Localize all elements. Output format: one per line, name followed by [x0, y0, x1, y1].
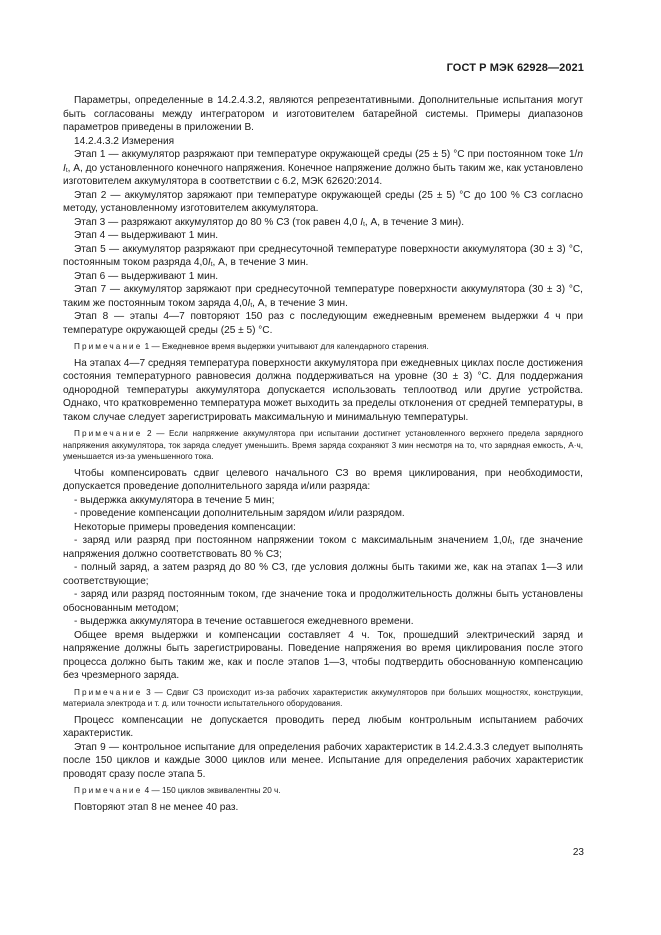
step-6: Этап 6 — выдерживают 1 мин. — [74, 270, 219, 282]
example-item: - заряд или разряд постоянным током, где значение тока и продолжительность должны быть установлены обоснованным методом; — [63, 589, 583, 614]
document-id: ГОСТ Р МЭК 62928—2021 — [446, 62, 584, 74]
step-3: Этап 3 — разряжают аккумулятор до 80 % СЗ (ток равен 4,0 $I_t$, А, в течение 3 мин). — [74, 216, 465, 228]
example-item: - выдержка аккумулятора в течение оставшегося ежедневного времени. — [74, 616, 414, 627]
note-4: Примечание 4 — 150 циклов эквивалентны 20 ч. — [74, 786, 281, 795]
step-2: Этап 2 — аккумулятор заряжают при температуре окружающей среды (25 ± 5) °С до 100 % СЗ согласно методу, установленному изготовителем аккумулятора. — [63, 189, 583, 214]
note-2: Примечание 2 — Если напряжение аккумулятора при испытании достигнет установленного верхнего предела зарядного напряжения аккумулятора, ток заряда следует уменьшить. Время заряда сохраняют 3 мин несмотря на то, что зарядная емкость, А·ч, уменьшается из-за уменьшенного тока. — [63, 429, 583, 461]
example-item: - заряд или разряд при постоянном напряжении током с максимальным значением $1,0I_t$, где значение напряжения должно соответствовать 80 % СЗ; — [63, 535, 584, 560]
paragraph-compensation: Чтобы компенсировать сдвиг целевого начального СЗ во время циклирования, при необходимости, допускается проведение дополнительного заряда и/или разряда: — [63, 467, 583, 492]
example-item: - полный заряд, а затем разряд до 80 % СЗ, где условия должны быть такими же, как на этапах 1—3 или соответствующие; — [63, 562, 583, 587]
note-1: Примечание 1 — Ежедневное время выдержки учитывают для календарного старения. — [74, 342, 429, 351]
step-1: Этап 1 — аккумулятор разряжают при температуре окружающей среды (25 ± 5) °С при постоянном токе 1/n $I_t$, А, до установленного конечного напряжения. Конечное напряжение должно быть таким же, как установлено изготовителем аккумулятора в соответствии с 6.2, МЭК 62620:2014. — [63, 149, 583, 187]
step-8: Этап 8 — этапы 4—7 повторяют 150 раз с последующим ежедневным временем выдержки 4 ч при температуре окружающей среды (25 ± 5) °С. — [63, 311, 583, 336]
step-7: Этап 7 — аккумулятор заряжают при среднесуточной температуре поверхности аккумулятора (30 ± 3) °С, таким же постоянным током заряда $4,0I_t$, А, в течение 3 мин. — [63, 284, 583, 309]
document-body — [63, 94, 583, 814]
list-item: - выдержка аккумулятора в течение 5 мин; — [74, 494, 275, 506]
list-item: - проведение компенсации дополнительным зарядом и/или разрядом. — [74, 508, 405, 519]
section-title: 14.2.4.3.2 Измерения — [74, 135, 175, 147]
note-3: Примечание 3 — Сдвиг СЗ происходит из-за рабочих характеристик аккумуляторов при больших мощностях, конструкции, материала электрода и т. д. или точности испытательного оборудования. — [63, 687, 583, 708]
step-4: Этап 4 — выдерживают 1 мин. — [74, 230, 219, 241]
paragraph-parameters: Параметры, определенные в 14.2.4.3.2, являются репрезентативными. Дополнительные испытания могут быть согласованы между интегратором и изготовителем батарейной системы. Примеры диапазонов параметров приведены в приложении В. — [63, 95, 583, 133]
step-9: Этап 9 — контрольное испытание для определения рабочих характеристик в 14.2.4.3.3 следует выполнять после 150 циклов и каждые 3000 циклов или менее. Испытание для определения рабочих характеристик проводят сразу после этапа 5. — [63, 741, 583, 780]
paragraph-examples: Некоторые примеры проведения компенсации: — [74, 521, 296, 533]
paragraph-compensation-restriction: Процесс компенсации не допускается проводить перед любым контрольным испытанием рабочих характеристик. — [63, 714, 583, 739]
paragraph-total-time: Общее время выдержки и компенсации составляет 4 ч. Ток, прошедший электрический заряд и напряжение должны быть зарегистрированы. Поведение напряжения во время циклирования после этого процесса должно быть таким же, как и после этапов 1—3, чтобы подтвердить обоснованную компенсацию без чрезмерного заряда. — [63, 629, 583, 681]
paragraph-repeat: Повторяют этап 8 не менее 40 раз. — [74, 801, 239, 813]
step-5: Этап 5 — аккумулятор разряжают при среднесуточной температуре поверхности аккумулятора (30 ± 3) °С, постоянным током разряда $4,0I_t$, А, в течение 3 мин. — [63, 243, 583, 268]
paragraph-temperature: На этапах 4—7 средняя температура поверхности аккумулятора при ежедневных циклах после достижения состояния температурного равновесия должна поддерживаться на уровне (30 ± 3) °С. Для поддержания однородной температуры аккумулятора допускается использовать теплоотвод или другие устройства. Однако, что кратковременно температура может выходить за пределы отклонения от средней температуры, в таком случае следует зарегистрировать максимальную и минимальную температуры. — [63, 357, 583, 423]
page-number: 23 — [572, 847, 584, 858]
